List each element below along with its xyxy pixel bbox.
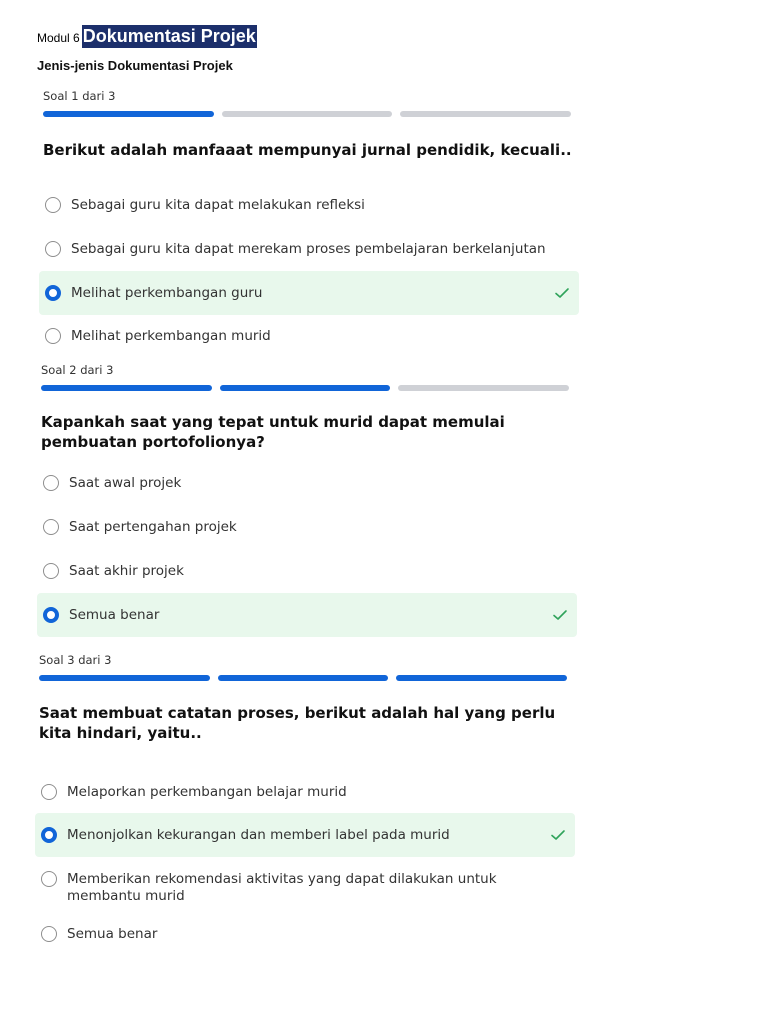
option-4[interactable] bbox=[37, 593, 577, 637]
question-counter: Soal 1 dari 3 bbox=[43, 89, 116, 103]
quiz-section-1 bbox=[39, 88, 599, 349]
progress-segment-3 bbox=[400, 111, 571, 117]
progress-segment-3 bbox=[398, 385, 569, 391]
radio-icon[interactable] bbox=[41, 784, 57, 800]
option-3[interactable] bbox=[39, 271, 579, 315]
option-label: Melihat perkembangan guru bbox=[71, 285, 263, 301]
option-1[interactable] bbox=[37, 470, 577, 496]
radio-icon[interactable] bbox=[45, 241, 61, 257]
progress-segment-2 bbox=[222, 111, 393, 117]
option-label: Menonjolkan kekurangan dan memberi label pada murid bbox=[67, 827, 450, 843]
radio-icon[interactable] bbox=[43, 607, 59, 623]
option-label: Sebagai guru kita dapat merekam proses pembelajaran berkelanjutan bbox=[71, 241, 546, 257]
question-counter: Soal 2 dari 3 bbox=[41, 363, 114, 377]
check-icon bbox=[554, 285, 570, 301]
progress-segment-2 bbox=[218, 675, 389, 681]
question-text: Saat membuat catatan proses, berikut adalah hal yang perlu kita hindari, yaitu.. bbox=[39, 704, 556, 742]
option-2[interactable] bbox=[39, 236, 579, 262]
option-label: Saat akhir projek bbox=[69, 563, 184, 579]
header bbox=[37, 24, 257, 48]
option-4[interactable] bbox=[35, 921, 575, 947]
radio-icon[interactable] bbox=[41, 827, 57, 843]
progress-bar bbox=[39, 675, 567, 681]
quiz-section-2 bbox=[37, 362, 597, 637]
radio-icon[interactable] bbox=[43, 519, 59, 535]
options-list bbox=[35, 779, 595, 947]
radio-icon[interactable] bbox=[43, 563, 59, 579]
radio-icon[interactable] bbox=[41, 926, 57, 942]
question-text: Berikut adalah manfaaat mempunyai jurnal pendidik, kecuali.. bbox=[43, 141, 572, 159]
option-label: Melihat perkembangan murid bbox=[71, 328, 271, 344]
progress-bar bbox=[41, 385, 569, 391]
progress-segment-3 bbox=[396, 675, 567, 681]
option-label: Melaporkan perkembangan belajar murid bbox=[67, 784, 347, 800]
option-3[interactable] bbox=[37, 558, 577, 584]
option-1[interactable] bbox=[39, 192, 579, 218]
progress-segment-1 bbox=[41, 385, 212, 391]
progress-segment-1 bbox=[43, 111, 214, 117]
option-3[interactable] bbox=[35, 865, 575, 907]
option-2[interactable] bbox=[37, 514, 577, 540]
option-2[interactable] bbox=[35, 813, 575, 857]
option-label: Memberikan rekomendasi aktivitas yang dapat dilakukan untuk membantu murid bbox=[67, 871, 497, 904]
check-icon bbox=[550, 827, 566, 843]
options-list bbox=[37, 470, 597, 637]
progress-bar bbox=[43, 111, 571, 117]
progress-segment-1 bbox=[39, 675, 210, 681]
option-4[interactable] bbox=[39, 323, 579, 349]
question-text: Kapankah saat yang tepat untuk murid dapat memulai pembuatan portofolionya? bbox=[41, 413, 505, 451]
progress-segment-2 bbox=[220, 385, 391, 391]
option-label: Semua benar bbox=[69, 607, 160, 623]
question-counter: Soal 3 dari 3 bbox=[39, 653, 112, 667]
check-icon bbox=[552, 607, 568, 623]
option-label: Saat awal projek bbox=[69, 475, 182, 491]
options-list bbox=[39, 192, 599, 349]
radio-icon[interactable] bbox=[45, 197, 61, 213]
option-label: Sebagai guru kita dapat melakukan refleksi bbox=[71, 197, 365, 213]
quiz-section-3 bbox=[35, 652, 595, 947]
option-1[interactable] bbox=[35, 779, 575, 805]
module-title: Dokumentasi Projek bbox=[82, 26, 256, 46]
module-label: Modul 6 bbox=[37, 31, 80, 45]
radio-icon[interactable] bbox=[45, 328, 61, 344]
radio-icon[interactable] bbox=[43, 475, 59, 491]
radio-icon[interactable] bbox=[45, 285, 61, 301]
option-label: Saat pertengahan projek bbox=[69, 519, 237, 535]
option-label: Semua benar bbox=[67, 926, 158, 942]
page-subtitle: Jenis-jenis Dokumentasi Projek bbox=[37, 58, 233, 73]
radio-icon[interactable] bbox=[41, 871, 57, 887]
